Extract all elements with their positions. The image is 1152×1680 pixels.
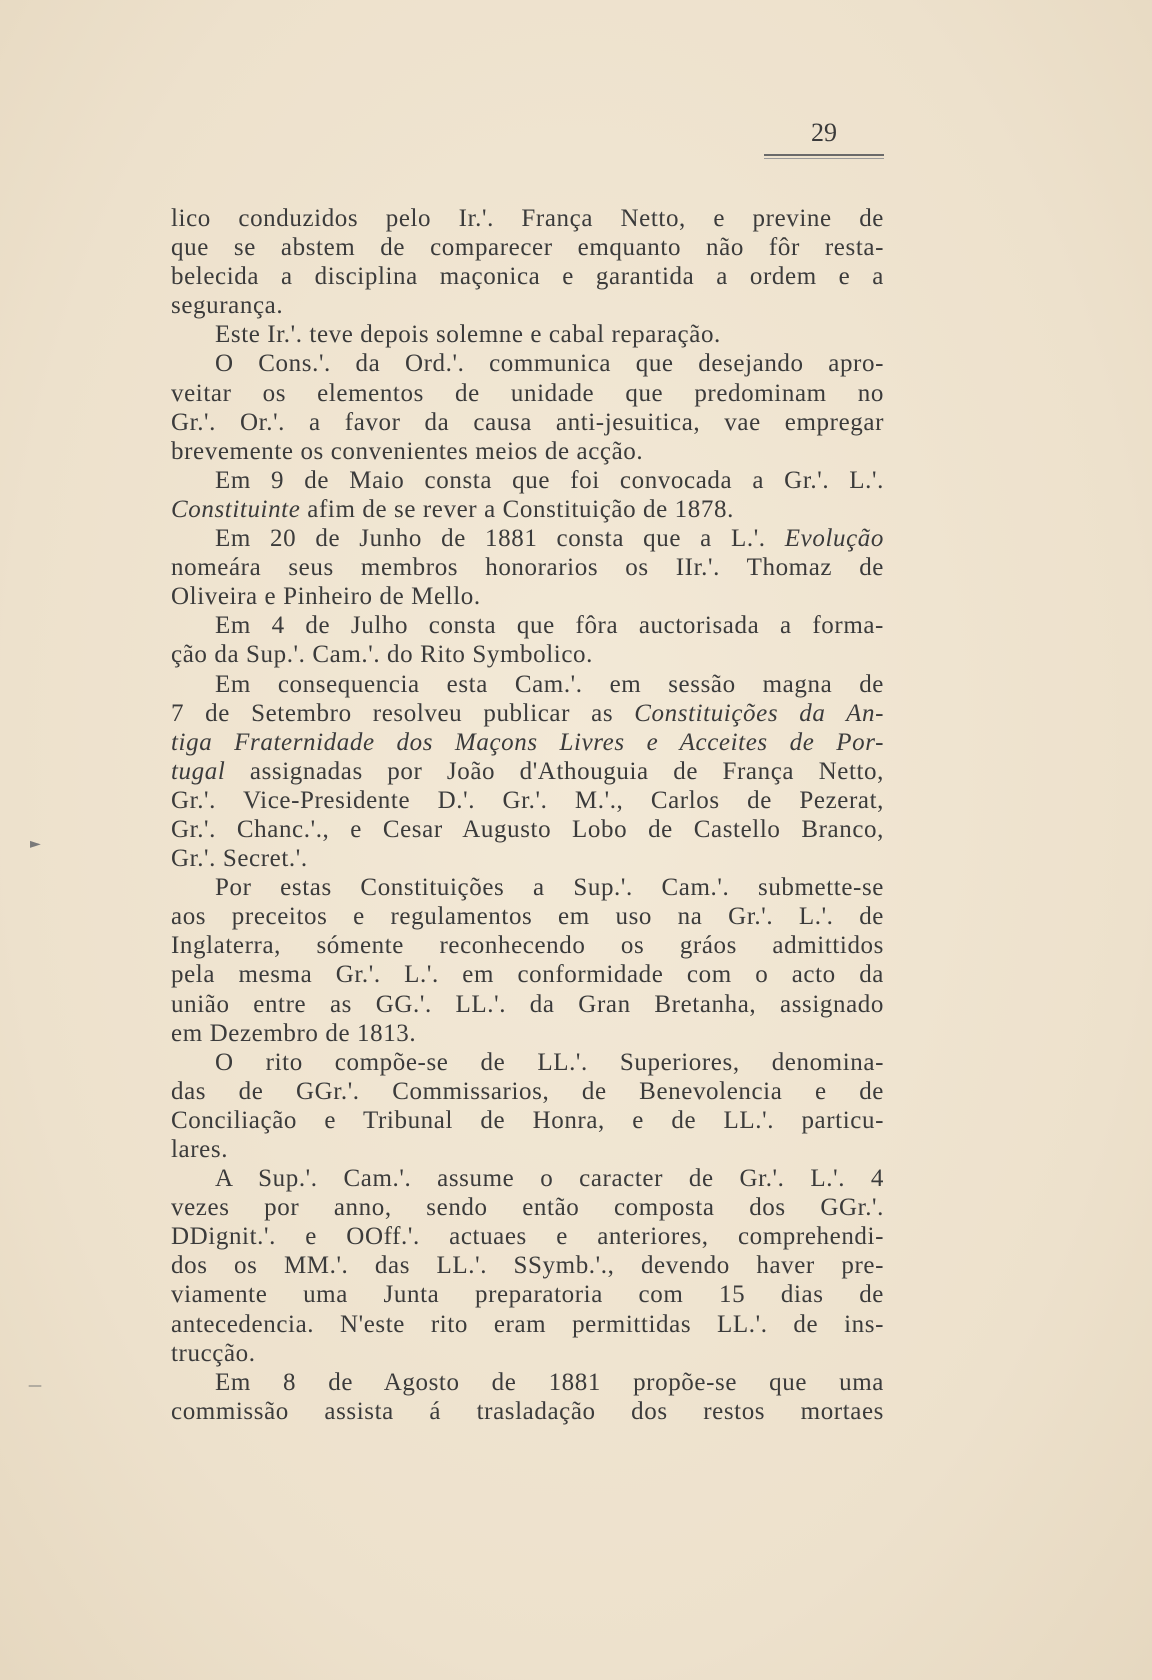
text-line: [171, 1193, 884, 1222]
text-segment: ção da Sup.'. Cam.'. do Rito Symbolico.: [171, 641, 593, 669]
text-segment: lares.: [171, 1136, 229, 1163]
text-segment: 7 de Setembro resolveu publicar as: [171, 699, 635, 727]
text-line: [171, 1048, 884, 1077]
text-segment: DDignit.'. e OOff.'. actuaes e anteriores, comprehendi-: [171, 1223, 884, 1251]
text-segment: vezes por anno, sendo então composta dos GGr.'.: [171, 1194, 884, 1222]
text-line: [171, 349, 884, 378]
text-segment: dos os MM.'. das LL.'. SSymb.'., devendo haver pre-: [171, 1252, 884, 1280]
text-line: [171, 553, 884, 582]
text-line: [171, 582, 884, 611]
text-segment: Conciliação e Tribunal de Honra, e de LL.'. particu-: [171, 1106, 884, 1134]
italic-text: Constituições da An-: [634, 699, 884, 727]
text-line: [171, 931, 884, 960]
text-segment: das de GGr.'. Commissarios, de Benevolencia e de: [171, 1077, 884, 1105]
text-line: [171, 757, 884, 786]
text-segment: Em 9 de Maio consta que foi convocada a Gr.'. L.'.: [215, 466, 884, 494]
text-line: [171, 960, 884, 989]
text-line: [171, 495, 884, 524]
text-segment: Em 20 de Junho de 1881 consta que a L.'.: [215, 525, 785, 553]
text-line: [171, 990, 884, 1019]
text-segment: antecedencia. N'este rito eram permittidas LL.'. de ins-: [171, 1310, 884, 1338]
page-number-rule: [764, 154, 884, 156]
text-segment: Em 4 de Julho consta que fôra auctorisada a forma-: [215, 612, 884, 640]
text-segment: aos preceitos e regulamentos em uso na Gr.'. L.'. de: [171, 903, 884, 931]
text-line: [171, 204, 884, 233]
text-line: [171, 670, 884, 699]
text-line: [171, 640, 884, 669]
text-line: [171, 524, 884, 553]
text-line: [171, 1164, 884, 1193]
text-segment: união entre as GG.'. LL.'. da Gran Bretanha, assignado: [171, 990, 884, 1018]
text-segment: O rito compõe-se de LL.'. Superiores, denomina-: [215, 1048, 884, 1076]
text-segment: A Sup.'. Cam.'. assume o caracter de Gr.'. L.'. 4: [215, 1165, 884, 1193]
text-line: [171, 815, 884, 844]
text-segment: Por estas Constituições a Sup.'. Cam.'. submette-se: [215, 874, 884, 902]
text-segment: que se abstem de comparecer emquanto não fôr resta-: [171, 234, 884, 262]
text-line: [171, 611, 884, 640]
text-line: [171, 408, 884, 437]
text-segment: commissão assista á trasladação dos restos mortaes: [171, 1397, 884, 1425]
text-segment: assignadas por João d'Athouguia de França Netto,: [225, 757, 884, 785]
text-line: [171, 1339, 884, 1368]
text-segment: Oliveira e Pinheiro de Mello.: [171, 583, 481, 611]
text-line: [171, 844, 884, 873]
text-line: [171, 1077, 884, 1106]
text-segment: belecida a disciplina maçonica e garantida a ordem e a: [171, 263, 884, 291]
text-line: [171, 902, 884, 931]
text-segment: Gr.'. Chanc.'., e Cesar Augusto Lobo de Castello Branco,: [171, 815, 884, 843]
text-segment: nomeára seus membros honorarios os IIr.'. Thomaz de: [171, 554, 884, 582]
page-number-rule-thin: [764, 158, 884, 159]
text-line: [171, 1106, 884, 1135]
text-segment: Em consequencia esta Cam.'. em sessão magna de: [215, 670, 884, 698]
italic-text: Constituinte: [171, 495, 301, 523]
text-segment: Gr.'. Vice-Presidente D.'. Gr.'. M.'., Carlos de Pezerat,: [171, 786, 884, 814]
text-segment: segurança.: [171, 292, 284, 320]
text-segment: Inglaterra, sómente reconhecendo os gráos admittidos: [171, 932, 884, 960]
text-line: [171, 437, 884, 466]
italic-text: tiga Fraternidade dos Maçons Livres e Acceites de Por-: [171, 728, 884, 756]
text-line: [171, 1310, 884, 1339]
text-segment: trucção.: [171, 1339, 256, 1367]
margin-mark: ►: [30, 836, 41, 852]
text-segment: brevemente os convenientes meios de acção.: [171, 437, 644, 465]
text-line: [171, 1222, 884, 1251]
text-line: [171, 379, 884, 408]
italic-text: tugal: [171, 757, 226, 785]
page-number: 29: [811, 118, 837, 147]
text-line: [171, 291, 884, 320]
text-segment: veitar os elementos de unidade que predominam no: [171, 379, 884, 407]
margin-mark: —: [28, 1378, 42, 1394]
text-segment: em Dezembro de 1813.: [171, 1019, 417, 1047]
text-line: [171, 1019, 884, 1048]
text-line: [171, 873, 884, 902]
text-segment: Gr.'. Secret.'.: [171, 845, 308, 873]
text-line: [171, 466, 884, 495]
text-segment: Este Ir.'. teve depois solemne e cabal reparação.: [215, 321, 721, 349]
text-segment: Gr.'. Or.'. a favor da causa anti-jesuitica, vae empregar: [171, 408, 884, 436]
text-line: [171, 786, 884, 815]
text-line: [171, 1251, 884, 1280]
text-segment: lico conduzidos pelo Ir.'. França Netto, e previne de: [171, 205, 884, 232]
text-line: [171, 233, 884, 262]
text-segment: pela mesma Gr.'. L.'. em conformidade com o acto da: [171, 961, 884, 989]
text-line: [171, 699, 884, 728]
text-segment: afim de se rever a Constituição de 1878.: [300, 495, 734, 523]
text-line: [171, 1280, 884, 1309]
text-line: [171, 1368, 884, 1397]
text-segment: Em 8 de Agosto de 1881 propõe-se que uma: [215, 1368, 884, 1396]
text-segment: viamente uma Junta preparatoria com 15 dias de: [171, 1281, 884, 1309]
italic-text: Evolução: [784, 525, 884, 553]
text-line: [171, 1397, 884, 1426]
text-segment: O Cons.'. da Ord.'. communica que desejando apro-: [215, 350, 884, 378]
body-text: [171, 204, 884, 1426]
text-line: [171, 1135, 884, 1164]
text-line: [171, 320, 884, 349]
text-line: [171, 728, 884, 757]
text-line: [171, 262, 884, 291]
